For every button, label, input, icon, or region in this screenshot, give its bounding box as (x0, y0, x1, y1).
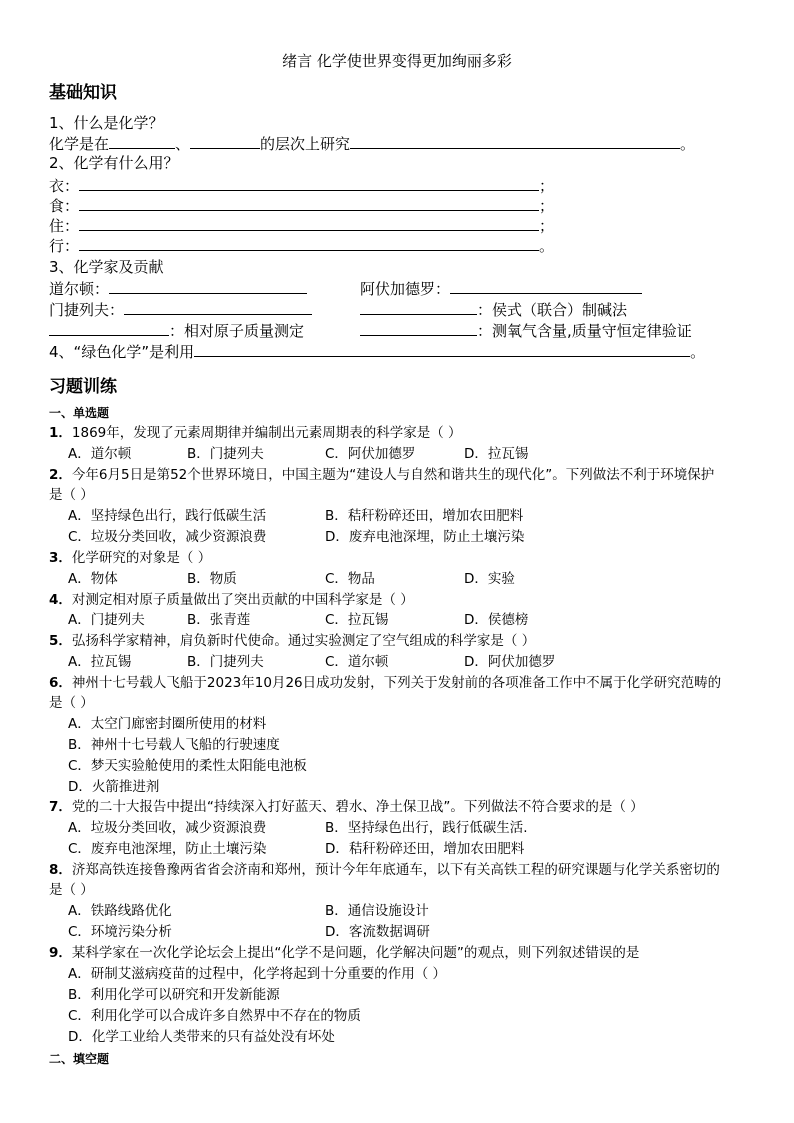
question-2-cont: 是（ ） (49, 487, 94, 503)
q2-heading: 2、化学有什么用？ (49, 154, 179, 172)
question-text: 弘扬科学家精神，肩负新时代使命。通过实验测定了空气组成的科学家是（ ） (71, 633, 536, 649)
blank[interactable] (360, 299, 477, 315)
question-number: 4． (49, 592, 72, 608)
q4-green-chemistry (49, 341, 705, 362)
question-1 (49, 423, 462, 443)
q1-fill-line (49, 133, 695, 154)
question-text: 今年6月5日是第52个世界环境日，中国主题为“建设人与自然和谐共生的现代化”。下列做法不利于环境保护 (71, 467, 715, 483)
q9-option-b[interactable]: B．利用化学可以研究和开发新能源 (68, 987, 280, 1003)
question-number: 6． (49, 675, 72, 691)
q6-option-b[interactable]: B．神州十七号载人飞船的行驶速度 (68, 737, 280, 753)
q5-option-d[interactable]: D．阿伏加德罗 (464, 654, 556, 670)
chemist-mendeleev (49, 299, 312, 320)
question-5 (49, 631, 535, 651)
q3-option-c[interactable]: C．物品 (325, 571, 375, 587)
question-text: 某科学家在一次化学论坛会上提出“化学不是问题，化学解决问题”的观点，则下列叙述错误的是 (71, 945, 640, 961)
q2-option-b[interactable]: B．秸秆粉碎还田，增加农田肥料 (325, 508, 524, 524)
question-text: 济郑高铁连接鲁豫两省省会济南和郑州，预计今年年底通车，以下有关高铁工程的研究课题与化学关系密切的 (71, 862, 720, 878)
chemist-label: 门捷列夫： (49, 301, 125, 319)
blank[interactable] (79, 215, 539, 231)
blank[interactable] (79, 175, 539, 191)
q8-option-d[interactable]: D．客流数据调研 (325, 924, 430, 940)
blank[interactable] (360, 320, 477, 336)
question-text: 对测定相对原子质量做出了突出贡献的中国科学家是（ ） (71, 592, 414, 608)
question-text: 神州十七号载人飞船于2023年10月26日成功发射，下列关于发射前的各项准备工作中不属于化学研究范畴的 (71, 675, 722, 691)
use-label: 住： (49, 217, 80, 235)
q1-option-b[interactable]: B．门捷列夫 (187, 446, 264, 462)
q1-option-c[interactable]: C．阿伏加德罗 (325, 446, 416, 462)
q2-option-c[interactable]: C．垃圾分类回收，减少资源浪费 (68, 529, 267, 545)
use-end: ； (539, 217, 555, 235)
chemist-label: ：相对原子质量测定 (169, 322, 305, 340)
q1-text-b: 、 (175, 135, 191, 153)
q2-option-d[interactable]: D．废弃电池深埋，防止土壤污染 (325, 529, 525, 545)
q3-option-b[interactable]: B．物质 (187, 571, 237, 587)
q5-option-a[interactable]: A．拉瓦锡 (68, 654, 132, 670)
question-6 (49, 673, 721, 693)
use-line-travel (49, 235, 554, 256)
blank[interactable] (79, 195, 539, 211)
q1-text-d: 。 (680, 135, 696, 153)
q4-option-b[interactable]: B．张青莲 (187, 612, 251, 628)
use-end: ； (539, 197, 555, 215)
page-title: 绪言 化学使世界变得更加绚丽多彩 (282, 52, 512, 70)
q8-option-a[interactable]: A．铁路线路优化 (68, 903, 172, 919)
use-line-food (49, 195, 554, 216)
question-9 (49, 943, 639, 963)
section-single-choice: 一、单选题 (49, 406, 110, 420)
blank[interactable] (190, 133, 260, 149)
question-2 (49, 465, 714, 485)
blank[interactable] (350, 133, 680, 149)
blank[interactable] (194, 341, 690, 357)
question-8 (49, 860, 720, 880)
use-line-housing (49, 215, 554, 236)
question-number: 1． (49, 425, 72, 441)
chemist-label: ：侯式（联合）制碱法 (477, 301, 628, 319)
q7-option-c[interactable]: C．废弃电池深埋，防止土壤污染 (68, 841, 267, 857)
q7-option-a[interactable]: A．垃圾分类回收，减少资源浪费 (68, 820, 267, 836)
q4-option-c[interactable]: C．拉瓦锡 (325, 612, 389, 628)
q6-option-d[interactable]: D．火箭推进剂 (68, 779, 160, 795)
q4-option-a[interactable]: A．门捷列夫 (68, 612, 145, 628)
q5-option-b[interactable]: B．门捷列夫 (187, 654, 264, 670)
q4-option-d[interactable]: D．侯德榜 (464, 612, 529, 628)
use-label: 食： (49, 197, 80, 215)
q8-option-c[interactable]: C．环境污染分析 (68, 924, 172, 940)
question-number: 9． (49, 945, 72, 961)
question-number: 3． (49, 550, 72, 566)
blank[interactable] (109, 278, 307, 294)
section-fill-in: 二、填空题 (49, 1052, 110, 1066)
use-label: 行： (49, 237, 80, 255)
question-number: 7． (49, 799, 72, 815)
blank[interactable] (79, 235, 539, 251)
q1-option-a[interactable]: A．道尔顿 (68, 446, 132, 462)
q7-option-d[interactable]: D．秸秆粉碎还田，增加农田肥料 (325, 841, 525, 857)
chemist-avogadro (360, 278, 642, 299)
q5-option-c[interactable]: C．道尔顿 (325, 654, 389, 670)
blank[interactable] (450, 278, 642, 294)
chemist-dalton (49, 278, 307, 299)
q1-text-a: 化学是在 (49, 135, 110, 153)
q2-option-a[interactable]: A．坚持绿色出行，践行低碳生活 (68, 508, 267, 524)
q9-option-d[interactable]: D．化学工业给人类带来的只有益处没有坏处 (68, 1029, 335, 1045)
question-3 (49, 548, 211, 568)
q4-text: 4、“绿色化学”是利用 (49, 343, 195, 361)
chemist-label: 道尔顿： (49, 280, 110, 298)
q6-option-c[interactable]: C．梦天实验舱使用的柔性太阳能电池板 (68, 758, 307, 774)
question-8-cont: 是（ ） (49, 882, 94, 898)
use-label: 衣： (49, 177, 80, 195)
question-7 (49, 797, 644, 817)
question-4 (49, 590, 414, 610)
practice-heading: 习题训练 (49, 377, 117, 397)
q3-option-d[interactable]: D．实验 (464, 571, 515, 587)
q1-heading: 1、什么是化学？ (49, 114, 164, 132)
chemist-label: 阿伏加德罗： (360, 280, 451, 298)
question-text: 化学研究的对象是（ ） (71, 550, 212, 566)
question-number: 8． (49, 862, 72, 878)
q3-option-a[interactable]: A．物体 (68, 571, 118, 587)
blank[interactable] (109, 133, 175, 149)
q7-option-b[interactable]: B．坚持绿色出行，践行低碳生活. (325, 820, 528, 836)
use-end: 。 (539, 237, 555, 255)
basic-knowledge-heading: 基础知识 (49, 83, 117, 103)
question-number: 5． (49, 633, 72, 649)
question-text: 1869年，发现了元素周期律并编制出元素周期表的科学家是（ ） (71, 425, 462, 441)
question-text: 党的二十大报告中提出“持续深入打好蓝天、碧水、净土保卫战”。下列做法不符合要求的是（ ） (71, 799, 644, 815)
chemist-zhang (49, 320, 304, 341)
blank[interactable] (49, 320, 169, 336)
q8-option-b[interactable]: B．通信设施设计 (325, 903, 429, 919)
blank[interactable] (124, 299, 312, 315)
q1-option-d[interactable]: D．拉瓦锡 (464, 446, 529, 462)
q1-text-c: 的层次上研究 (260, 135, 351, 153)
q6-option-a[interactable]: A．太空门廊密封圈所使用的材料 (68, 716, 267, 732)
chemist-lavoisier (360, 320, 692, 341)
chemist-hou (360, 299, 627, 320)
q9-option-a[interactable]: A．研制艾滋病疫苗的过程中，化学将起到十分重要的作用（ ） (68, 966, 447, 982)
chemist-label: ：测氧气含量,质量守恒定律验证 (477, 322, 692, 340)
use-end: ； (539, 177, 555, 195)
q4-end: 。 (690, 343, 706, 361)
question-number: 2． (49, 467, 72, 483)
q3-heading: 3、化学家及贡献 (49, 258, 164, 276)
question-6-cont: 是（ ） (49, 695, 94, 711)
q9-option-c[interactable]: C．利用化学可以合成许多自然界中不存在的物质 (68, 1008, 361, 1024)
use-line-clothing (49, 175, 554, 196)
